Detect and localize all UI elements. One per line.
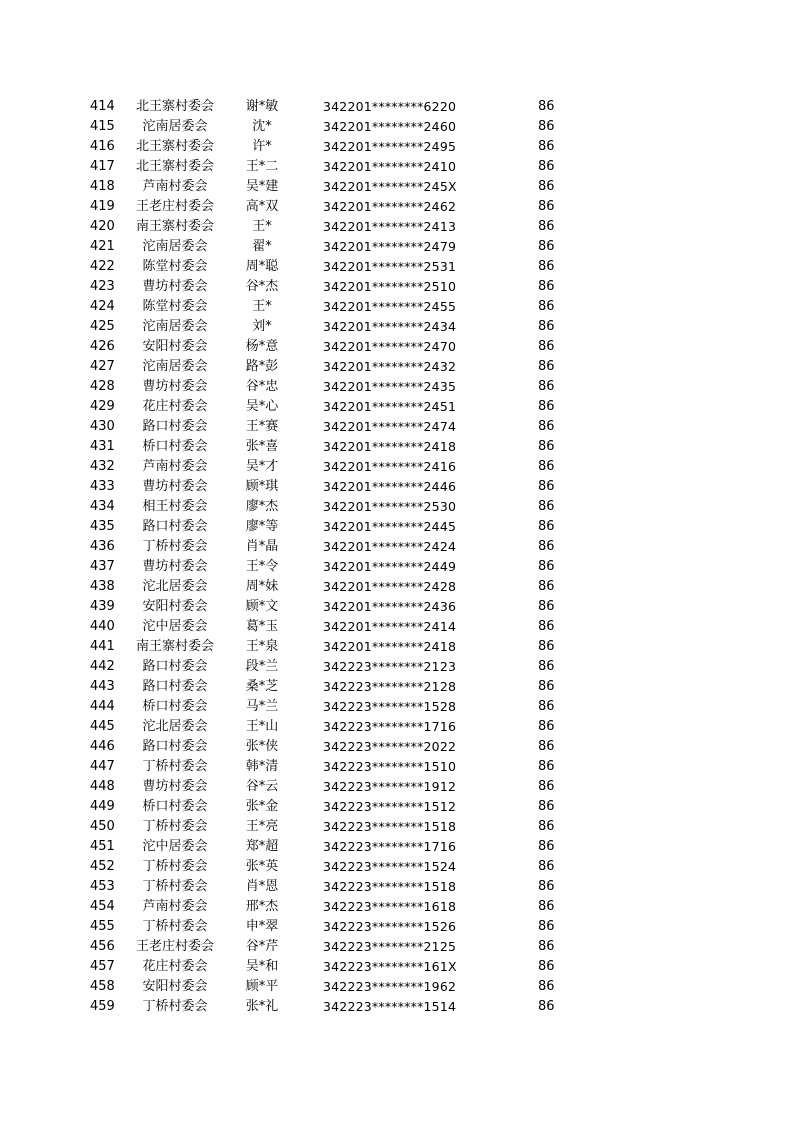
table-row [0,957,793,977]
village-committee: 丁桥村委会 [142,919,208,934]
person-name: 申*翠 [245,919,279,934]
score: 86 [538,799,555,814]
score: 86 [538,139,555,154]
village-committee: 曹坊村委会 [142,559,208,574]
table-row [0,637,793,657]
score: 86 [538,699,555,714]
table-row [0,697,793,717]
score: 86 [538,859,555,874]
id-number: 342201********2479 [323,239,457,254]
person-name: 肖*晶 [245,539,279,554]
table-row [0,317,793,337]
table-row [0,497,793,517]
id-number: 342201********2455 [323,299,457,314]
row-number: 426 [90,339,115,354]
id-number: 342223********2123 [323,659,457,674]
table-row [0,797,793,817]
id-number: 342201********2416 [323,459,457,474]
village-committee: 丁桥村委会 [142,859,208,874]
person-name: 高*双 [245,199,279,214]
row-number: 428 [90,379,115,394]
score: 86 [538,119,555,134]
id-number: 342201********2531 [323,259,457,274]
id-number: 342201********2451 [323,399,457,414]
row-number: 420 [90,219,115,234]
table-row [0,757,793,777]
id-number: 342223********1518 [323,879,457,894]
person-name: 肖*恩 [245,879,279,894]
id-number: 342201********245X [323,179,457,194]
score: 86 [538,759,555,774]
person-name: 许* [252,139,272,154]
village-committee: 路口村委会 [142,659,208,674]
table-row [0,377,793,397]
person-name: 吴*和 [245,959,279,974]
score: 86 [538,439,555,454]
id-number: 342201********2418 [323,439,457,454]
score: 86 [538,479,555,494]
table-row [0,197,793,217]
village-committee: 北王寨村委会 [135,99,214,114]
row-number: 441 [90,639,115,654]
score: 86 [538,179,555,194]
table-row [0,997,793,1017]
person-name: 周*妹 [245,579,279,594]
row-number: 459 [90,999,115,1014]
person-name: 张*金 [245,799,279,814]
id-number: 342223********1528 [323,699,457,714]
person-name: 王* [252,299,272,314]
id-number: 342223********1514 [323,999,457,1014]
id-number: 342201********2435 [323,379,457,394]
id-number: 342201********2462 [323,199,457,214]
table-row [0,537,793,557]
score: 86 [538,319,555,334]
id-number: 342201********2495 [323,139,457,154]
person-name: 谢*敏 [245,99,279,114]
table-row [0,177,793,197]
id-number: 342223********2022 [323,739,457,754]
row-number: 435 [90,519,115,534]
person-name: 顾*平 [245,979,279,994]
score: 86 [538,299,555,314]
village-committee: 芦南村委会 [142,459,208,474]
village-committee: 安阳村委会 [142,979,208,994]
person-name: 邢*杰 [245,899,279,914]
id-number: 342201********2413 [323,219,457,234]
village-committee: 沱南居委会 [142,319,208,334]
row-number: 427 [90,359,115,374]
id-number: 342201********2510 [323,279,457,294]
person-name: 沈* [252,119,272,134]
village-committee: 路口村委会 [142,419,208,434]
person-name: 韩*清 [245,759,279,774]
village-committee: 路口村委会 [142,679,208,694]
village-committee: 曹坊村委会 [142,779,208,794]
row-number: 414 [90,99,115,114]
table-row [0,517,793,537]
person-name: 王*二 [245,159,279,174]
table-row [0,877,793,897]
row-number: 436 [90,539,115,554]
row-number: 449 [90,799,115,814]
person-name: 马*兰 [245,699,279,714]
row-number: 458 [90,979,115,994]
village-committee: 陈堂村委会 [142,299,208,314]
table-row [0,717,793,737]
id-number: 342223********161X [323,959,457,974]
score: 86 [538,259,555,274]
village-committee: 相王村委会 [142,499,208,514]
village-committee: 桥口村委会 [142,799,208,814]
table-row [0,257,793,277]
row-number: 431 [90,439,115,454]
table-row [0,777,793,797]
score: 86 [538,159,555,174]
row-number: 452 [90,859,115,874]
village-committee: 丁桥村委会 [142,879,208,894]
id-number: 342201********2432 [323,359,457,374]
score: 86 [538,639,555,654]
table-row [0,737,793,757]
person-name: 葛*玉 [245,619,279,634]
id-number: 342223********1912 [323,779,457,794]
person-name: 路*彭 [245,359,279,374]
id-number: 342201********2449 [323,559,457,574]
id-number: 342201********2474 [323,419,457,434]
village-committee: 沱北居委会 [142,579,208,594]
id-number: 342223********1526 [323,919,457,934]
score: 86 [538,899,555,914]
row-number: 456 [90,939,115,954]
score: 86 [538,719,555,734]
person-name: 王* [252,219,272,234]
village-committee: 花庄村委会 [142,959,208,974]
person-name: 桑*芝 [245,679,279,694]
id-number: 342223********1716 [323,719,457,734]
row-number: 417 [90,159,115,174]
village-committee: 沱南居委会 [142,119,208,134]
person-name: 谷*芹 [245,939,279,954]
person-name: 谷*杰 [245,279,279,294]
village-committee: 芦南村委会 [142,179,208,194]
score: 86 [538,599,555,614]
person-name: 翟* [252,239,272,254]
row-number: 421 [90,239,115,254]
person-name: 张*侠 [245,739,279,754]
village-committee: 安阳村委会 [142,339,208,354]
id-number: 342201********2428 [323,579,457,594]
id-number: 342201********2470 [323,339,457,354]
row-number: 416 [90,139,115,154]
person-name: 周*聪 [245,259,279,274]
village-committee: 南王寨村委会 [135,639,214,654]
table-row [0,817,793,837]
id-number: 342201********2418 [323,639,457,654]
score: 86 [538,539,555,554]
id-number: 342201********2436 [323,599,457,614]
row-number: 437 [90,559,115,574]
village-committee: 北王寨村委会 [135,139,214,154]
table-row [0,137,793,157]
village-committee: 沱南居委会 [142,239,208,254]
row-number: 415 [90,119,115,134]
score: 86 [538,739,555,754]
row-number: 425 [90,319,115,334]
id-number: 342201********2530 [323,499,457,514]
row-number: 451 [90,839,115,854]
id-number: 342223********1716 [323,839,457,854]
village-committee: 沱中居委会 [142,619,208,634]
id-number: 342201********2414 [323,619,457,634]
row-number: 430 [90,419,115,434]
score: 86 [538,979,555,994]
id-number: 342223********2125 [323,939,457,954]
row-number: 447 [90,759,115,774]
row-number: 457 [90,959,115,974]
person-name: 王*赛 [245,419,279,434]
score: 86 [538,459,555,474]
person-name: 张*礼 [245,999,279,1014]
village-committee: 路口村委会 [142,519,208,534]
person-name: 王*令 [245,559,279,574]
village-committee: 沱中居委会 [142,839,208,854]
row-number: 446 [90,739,115,754]
village-committee: 沱北居委会 [142,719,208,734]
score: 86 [538,99,555,114]
person-name: 张*英 [245,859,279,874]
person-name: 顾*文 [245,599,279,614]
score: 86 [538,359,555,374]
score: 86 [538,819,555,834]
score: 86 [538,579,555,594]
table-row [0,417,793,437]
table-row [0,557,793,577]
score: 86 [538,199,555,214]
id-number: 342223********1518 [323,819,457,834]
row-number: 438 [90,579,115,594]
id-number: 342201********2446 [323,479,457,494]
table-row [0,437,793,457]
table-row [0,937,793,957]
person-name: 杨*意 [245,339,279,354]
table-row [0,457,793,477]
person-name: 谷*云 [245,779,279,794]
person-name: 王*泉 [245,639,279,654]
village-committee: 路口村委会 [142,739,208,754]
person-name: 顾*琪 [245,479,279,494]
table-row [0,217,793,237]
village-committee: 南王寨村委会 [135,219,214,234]
id-number: 342223********2128 [323,679,457,694]
table-row [0,917,793,937]
row-number: 444 [90,699,115,714]
score: 86 [538,879,555,894]
person-name: 吴*建 [245,179,279,194]
table-row [0,117,793,137]
score: 86 [538,519,555,534]
row-number: 442 [90,659,115,674]
row-number: 450 [90,819,115,834]
row-number: 445 [90,719,115,734]
id-number: 342201********2410 [323,159,457,174]
table-row [0,977,793,997]
row-number: 422 [90,259,115,274]
row-number: 429 [90,399,115,414]
row-number: 454 [90,899,115,914]
score: 86 [538,919,555,934]
table-row [0,337,793,357]
person-name: 吴*心 [245,399,279,414]
person-name: 谷*忠 [245,379,279,394]
village-committee: 沱南居委会 [142,359,208,374]
village-committee: 花庄村委会 [142,399,208,414]
row-number: 455 [90,919,115,934]
data-table [0,97,793,1017]
row-number: 419 [90,199,115,214]
score: 86 [538,379,555,394]
id-number: 342223********1962 [323,979,457,994]
score: 86 [538,959,555,974]
village-committee: 曹坊村委会 [142,279,208,294]
table-row [0,597,793,617]
village-committee: 北王寨村委会 [135,159,214,174]
person-name: 郑*超 [245,839,279,854]
row-number: 448 [90,779,115,794]
score: 86 [538,619,555,634]
village-committee: 丁桥村委会 [142,759,208,774]
table-row [0,397,793,417]
person-name: 刘* [252,319,272,334]
person-name: 吴*才 [245,459,279,474]
row-number: 439 [90,599,115,614]
score: 86 [538,559,555,574]
score: 86 [538,679,555,694]
id-number: 342201********2434 [323,319,457,334]
person-name: 王*山 [245,719,279,734]
table-row [0,897,793,917]
score: 86 [538,399,555,414]
row-number: 418 [90,179,115,194]
score: 86 [538,419,555,434]
table-row [0,477,793,497]
id-number: 342223********1510 [323,759,457,774]
table-row [0,97,793,117]
person-name: 廖*杰 [245,499,279,514]
row-number: 453 [90,879,115,894]
village-committee: 王老庄村委会 [135,199,214,214]
id-number: 342201********6220 [323,99,457,114]
row-number: 433 [90,479,115,494]
row-number: 434 [90,499,115,514]
person-name: 张*喜 [245,439,279,454]
row-number: 432 [90,459,115,474]
person-name: 王*亮 [245,819,279,834]
village-committee: 丁桥村委会 [142,999,208,1014]
table-row [0,617,793,637]
id-number: 342201********2424 [323,539,457,554]
score: 86 [538,499,555,514]
table-row [0,297,793,317]
id-number: 342201********2460 [323,119,457,134]
score: 86 [538,219,555,234]
village-committee: 丁桥村委会 [142,819,208,834]
score: 86 [538,279,555,294]
score: 86 [538,239,555,254]
village-committee: 丁桥村委会 [142,539,208,554]
person-name: 段*兰 [245,659,279,674]
table-row [0,357,793,377]
score: 86 [538,839,555,854]
row-number: 423 [90,279,115,294]
row-number: 440 [90,619,115,634]
person-name: 廖*等 [245,519,279,534]
score: 86 [538,339,555,354]
table-row [0,837,793,857]
village-committee: 王老庄村委会 [135,939,214,954]
id-number: 342223********1618 [323,899,457,914]
row-number: 443 [90,679,115,694]
village-committee: 桥口村委会 [142,699,208,714]
row-number: 424 [90,299,115,314]
village-committee: 曹坊村委会 [142,379,208,394]
score: 86 [538,999,555,1014]
table-row [0,577,793,597]
id-number: 342201********2445 [323,519,457,534]
id-number: 342223********1524 [323,859,457,874]
score: 86 [538,779,555,794]
table-row [0,657,793,677]
village-committee: 桥口村委会 [142,439,208,454]
village-committee: 曹坊村委会 [142,479,208,494]
table-row [0,677,793,697]
village-committee: 陈堂村委会 [142,259,208,274]
table-row [0,857,793,877]
table-row [0,237,793,257]
village-committee: 芦南村委会 [142,899,208,914]
score: 86 [538,939,555,954]
table-row [0,157,793,177]
table-row [0,277,793,297]
id-number: 342223********1512 [323,799,457,814]
village-committee: 安阳村委会 [142,599,208,614]
score: 86 [538,659,555,674]
